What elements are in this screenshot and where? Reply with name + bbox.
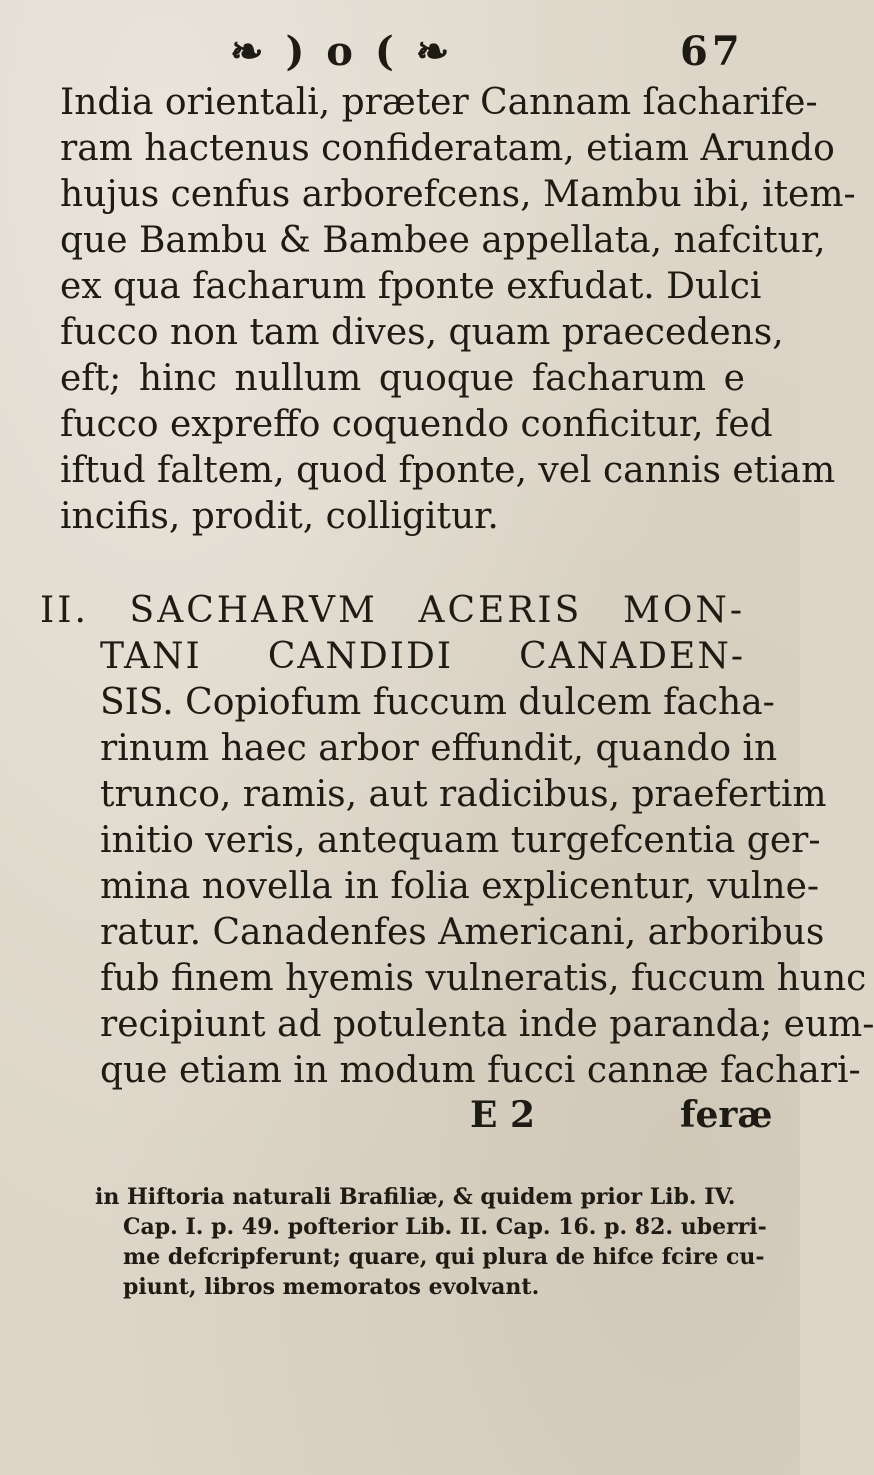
text-line: India orientali, præter Cannam ſacharife- bbox=[60, 82, 818, 123]
text-line: ex qua facharum fponte exfudat. Dulci bbox=[60, 266, 762, 307]
footnote-line: Cap. I. p. 49. pofterior Lib. II. Cap. 16. p. 82. uberri- bbox=[123, 1214, 767, 1240]
catchline bbox=[40, 1094, 773, 1140]
paragraph-india bbox=[40, 80, 856, 540]
text-line: trunco, ramis, aut radicibus, praefertim bbox=[100, 774, 827, 815]
text-line: fub finem hyemis vulneratis, fuccum hunc bbox=[100, 958, 867, 999]
text-line: que Bambu & Bambee appellata, nafcitur, bbox=[60, 220, 826, 261]
signature-mark: E 2 bbox=[470, 1094, 536, 1136]
text-line: fucco expreffo coquendo conficitur, fed bbox=[60, 404, 773, 445]
text-line: ratur. Canadenfes Americani, arboribus bbox=[100, 912, 825, 953]
text-line: mina novella in folia explicentur, vulne- bbox=[100, 866, 820, 907]
paragraph-sacharum-aceris bbox=[40, 588, 874, 1094]
text-line: que etiam in modum fucci cannæ fachari- bbox=[100, 1050, 861, 1091]
text-line: recipiunt ad potulenta inde paranda; eum- bbox=[100, 1004, 874, 1045]
section-heading-line: II. SACHARVM ACERIS MON- bbox=[40, 590, 745, 631]
text-line: fucco non tam dives, quam praecedens, bbox=[60, 312, 784, 353]
header-ornament: ❧ ) o ( ❧ bbox=[230, 28, 454, 75]
footnote-line: piunt, libros memoratos evolvant. bbox=[123, 1274, 540, 1300]
text-line: incifis, prodit, colligitur. bbox=[60, 496, 499, 537]
text-line: SIS. Copiofum fuccum dulcem facha- bbox=[100, 682, 775, 723]
footnote-line: in Hiftoria naturali Brafiliæ, & quidem prior Lib. IV. bbox=[95, 1184, 736, 1210]
text-line: hujus cenfus arborefcens, Mambu ibi, item- bbox=[60, 174, 856, 215]
footnote bbox=[40, 1182, 767, 1302]
catchword: feræ bbox=[680, 1094, 773, 1136]
text-line: rinum haec arbor effundit, quando in bbox=[100, 728, 778, 769]
page-number: 67 bbox=[680, 28, 744, 75]
text-line: eft; hinc nullum quoque facharum e bbox=[60, 358, 745, 399]
text-line: initio veris, antequam turgefcentia ger- bbox=[100, 820, 821, 861]
text-line: iftud faltem, quod fponte, vel cannis etiam bbox=[60, 450, 836, 491]
page-header bbox=[40, 28, 745, 78]
footnote-line: me defcripferunt; quare, qui plura de hifce fcire cu- bbox=[123, 1244, 765, 1270]
section-heading-line: TANI CANDIDI CANADEN- bbox=[100, 636, 745, 677]
text-line: ram hactenus confideratam, etiam Arundo bbox=[60, 128, 835, 169]
